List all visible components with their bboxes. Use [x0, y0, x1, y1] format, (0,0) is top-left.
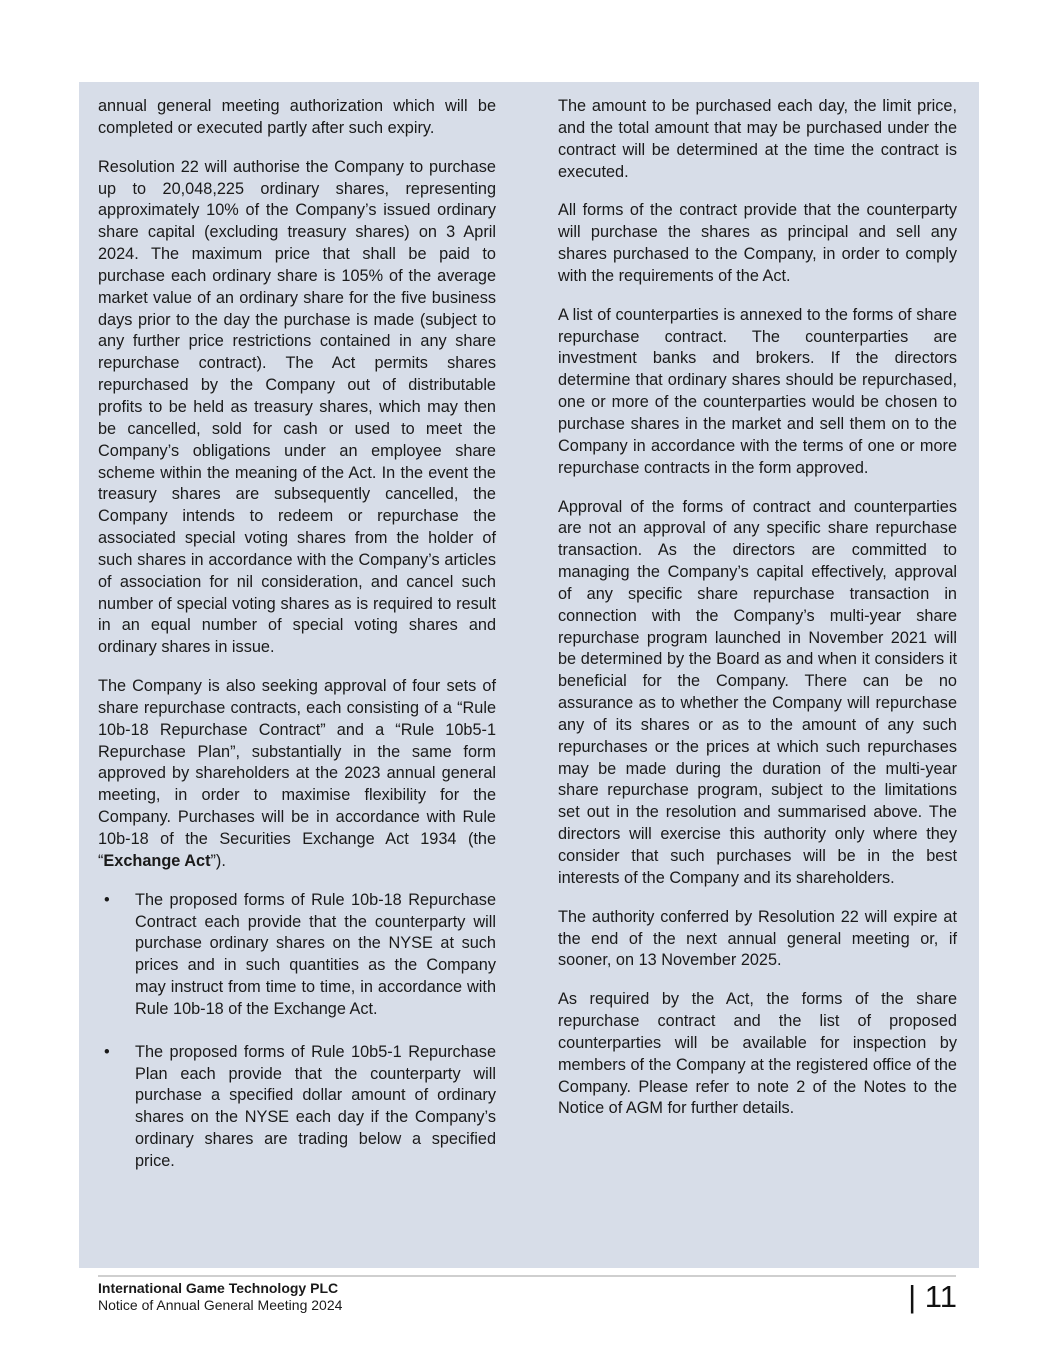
- footer-document-title: Notice of Annual General Meeting 2024: [98, 1297, 343, 1313]
- left-paragraph-3: [98, 676, 496, 873]
- left-paragraph-3-text: The Company is also seeking approval of four sets of share repurchase contracts, each consisting of a “Rule 10b-18 Repurchase Contract” and a “Rule 10b5-1 Repurchase Plan”, substantially in the same form approved by shareholders at the 2023 annual general meeting, in order to maximise flexibility for the Company. Purchases will be in accordance with Rule 10b-18 of the Securities Exchange Act 1934 (the “: [98, 677, 496, 870]
- right-paragraph-3: A list of counterparties is annexed to the forms of share repurchase contract. The counterparties are investment banks and brokers. If the directors determine that ordinary shares should be repurchased, one or more of the counterparties would be chosen to purchase shares in the market and sell them on to the Company in accordance with the terms of one or more repurchase contracts in the form approved.: [558, 305, 957, 477]
- page-number: | 11: [908, 1279, 957, 1314]
- left-paragraph-1: annual general meeting authorization which will be completed or executed partly after such expiry.: [98, 97, 496, 137]
- left-paragraph-3-end: ”).: [210, 851, 226, 870]
- footer-divider: [98, 1275, 956, 1277]
- footer-company-name: International Game Technology PLC: [98, 1280, 339, 1296]
- repurchase-bullet-list: [98, 890, 496, 1173]
- bullet-item-10b-18: • The proposed forms of Rule 10b-18 Repurchase Contract each provide that the counterparty will purchase ordinary shares on the NYSE at such prices and in such quantities as the Company may instruct from time to time, in accordance with Rule 10b-18 of the Exchange Act.: [98, 890, 496, 1021]
- right-paragraph-4: Approval of the forms of contract and counterparties are not an approval of any specific share repurchase transaction. As the directors are committed to managing the Company’s capital effectively, approval of any specific share repurchase transaction in connection with the Company’s multi-year share repurchase program launched in November 2021 will be determined by the Board as and when it considers it beneficial for the Company. There can be no assurance as to whether the Company will repurchase any of its shares or as to the amount of any such repurchases or the prices at which such repurchases may be made during the duration of the multi-year share repurchase program, subject to the limitations set out in the resolution and summarised above. The directors will exercise this authority only where they consider that such purchases will be in the best interests of the Company and its shareholders.: [558, 497, 957, 887]
- exchange-act-term: Exchange Act: [103, 851, 211, 870]
- bullet-item-10b5-1: • The proposed forms of Rule 10b5-1 Repurchase Plan each provide that the counterparty will purchase a specified dollar amount of ordinary shares on the NYSE each day if the Company’s ordinary shares are trading below a specified price.: [98, 1042, 496, 1173]
- left-paragraph-2: Resolution 22 will authorise the Company to purchase up to 20,048,225 ordinary shares, representing approximately 10% of the Company’s issued ordinary share capital (excluding treasury shares) on 3 April 2024. The maximum price that shall be paid to purchase each ordinary share is 105% of the average market value of an ordinary share for the five business days prior to the day the purchase is made (subject to any further price restrictions contained in any share repurchase contract). The Act permits shares repurchased by the Company out of distributable profits to be held as treasury shares, which may then be cancelled, sold for cash or used to meet the Company’s obligations under an employee share scheme within the meaning of the Act. In the event the treasury shares are subsequently cancelled, the Company intends to redeem or repurchase the associated special voting shares from the holder of such shares in accordance with the Company’s articles of association for nil consideration, and cancel such number of special voting shares as is required to result in an equal number of special voting shares and ordinary shares in issue.: [98, 157, 496, 657]
- right-paragraph-1: The amount to be purchased each day, the limit price, and the total amount that may be purchased under the contract will be determined at the time the contract is executed.: [558, 97, 957, 181]
- right-paragraph-5: The authority conferred by Resolution 22 will expire at the end of the next annual general meeting or, if sooner, on 13 November 2025.: [558, 907, 957, 970]
- right-column: [558, 96, 957, 1137]
- left-column: [98, 96, 496, 1194]
- right-paragraph-2: All forms of the contract provide that the counterparty will purchase the shares as principal and sell any shares purchased to the Company, in order to comply with the requirements of the Act.: [558, 201, 957, 285]
- right-paragraph-6: As required by the Act, the forms of the share repurchase contract and the list of proposed counterparties will be available for inspection by members of the Company at the registered office of the Company. Please refer to note 2 of the Notes to the Notice of AGM for further details.: [558, 990, 957, 1118]
